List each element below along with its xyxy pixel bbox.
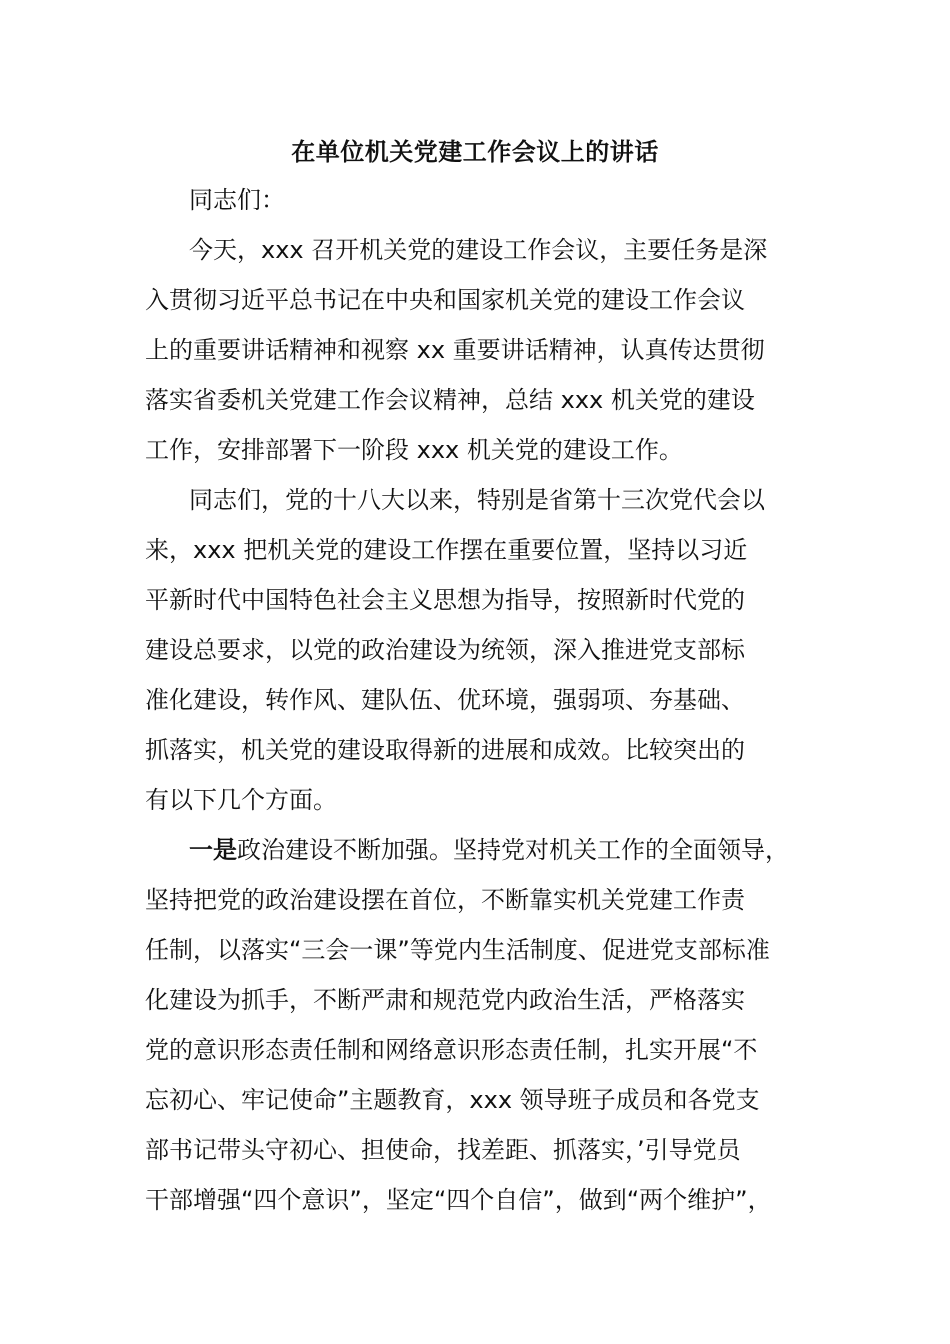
paragraph-line: 任制，以落实“三会一课”等党内生活制度、促进党支部标准 bbox=[145, 936, 770, 964]
paragraph-line: 入贯彻习近平总书记在中央和国家机关党的建设工作会议 bbox=[145, 286, 745, 314]
salutation: 同志们： bbox=[189, 186, 285, 214]
paragraph-line: 落实省委机关党建工作会议精神，总结 xxx 机关党的建设 bbox=[145, 386, 755, 414]
paragraph-line: 上的重要讲话精神和视察 xx 重要讲话精神，认真传达贯彻 bbox=[145, 336, 765, 364]
paragraph-line: 今天，xxx 召开机关党的建设工作会议，主要任务是深 bbox=[189, 236, 768, 264]
paragraph-line: 化建设为抓手，不断严肃和规范党内政治生活，严格落实 bbox=[145, 986, 745, 1014]
paragraph-text: 政治建设不断加强。坚持党对机关工作的全面领导， bbox=[237, 836, 789, 864]
paragraph-line: 准化建设，转作风、建队伍、优环境，强弱项、夯基础、 bbox=[145, 686, 745, 714]
paragraph-line: 部书记带头守初心、担使命，找差距、抓落实，’引导党员 bbox=[145, 1136, 741, 1164]
paragraph-line: 抓落实，机关党的建设取得新的进展和成效。比较突出的 bbox=[145, 736, 745, 764]
paragraph-line: 干部增强“四个意识”，坚定“四个自信”，做到“两个维护”， bbox=[145, 1186, 772, 1214]
document-title: 在单位机关党建工作会议上的讲话 bbox=[291, 138, 659, 166]
paragraph-line: 平新时代中国特色社会主义思想为指导，按照新时代党的 bbox=[145, 586, 745, 614]
paragraph-line: 建设总要求，以党的政治建设为统领，深入推进党支部标 bbox=[145, 636, 745, 664]
paragraph-line: 党的意识形态责任制和网络意识形态责任制，扎实开展“不 bbox=[145, 1036, 758, 1064]
paragraph-line: 有以下几个方面。 bbox=[145, 786, 337, 814]
emphasis-lead: 一是 bbox=[189, 836, 237, 864]
paragraph-line: 来，xxx 把机关党的建设工作摆在重要位置，坚持以习近 bbox=[145, 536, 748, 564]
paragraph-line: 坚持把党的政治建设摆在首位，不断靠实机关党建工作责 bbox=[145, 886, 745, 914]
paragraph-line bbox=[189, 831, 789, 869]
paragraph-line: 忘初心、牢记使命”主题教育，xxx 领导班子成员和各党支 bbox=[145, 1086, 760, 1114]
paragraph-line: 同志们，党的十八大以来，特别是省第十三次党代会以 bbox=[189, 486, 765, 514]
paragraph-line: 工作，安排部署下一阶段 xxx 机关党的建设工作。 bbox=[145, 436, 683, 464]
